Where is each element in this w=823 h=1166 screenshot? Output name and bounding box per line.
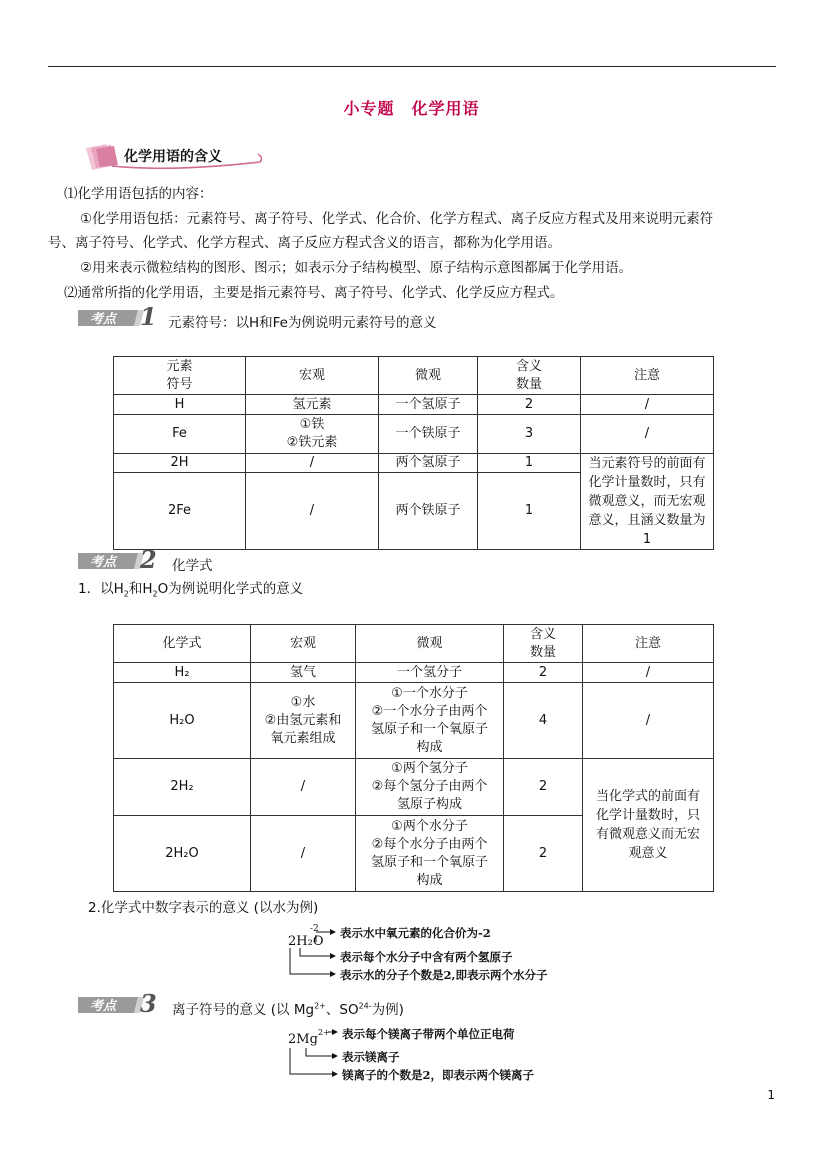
- water-line-1: 表示水中氧元素的化合价为-2: [340, 926, 491, 940]
- t1-cell: /: [581, 415, 714, 454]
- t1-header-note: 注意: [581, 357, 714, 395]
- t2-note-merged: 当化学式的前面有化学计量数时，只有微观意义而无宏观意义: [583, 759, 714, 892]
- intro-line-1: ⑴化学用语包括的内容：: [64, 186, 213, 202]
- intro-line-2: ①化学用语包括：元素符号、离子符号、化学式、化合价、化学方程式、离子反应方程式及用来说明元素符: [80, 211, 714, 227]
- kaodian-3-number: 3: [140, 989, 157, 1018]
- t2-cell: 氢气: [251, 663, 356, 683]
- t1-cell: 一个氢原子: [379, 395, 478, 415]
- sub1-h-sub: 2: [123, 589, 129, 599]
- kaodian-1-badge: [78, 302, 168, 331]
- intro-line-4: ②用来表示微粒结构的图形、图示；如表示分子结构模型、原子结构示意图都属于化学用语。: [80, 260, 633, 276]
- t2-cell: ①两个水分子 ②每个水分子由两个 氢原子和一个氧原子 构成: [356, 816, 504, 892]
- t2-cell: ①水 ②由氢元素和 氧元素组成: [251, 683, 356, 759]
- intro-line-3: 号、离子符号、化学式、化学方程式、离子反应方程式含义的语言，都称为化学用语。: [48, 235, 561, 251]
- t1-cell: 两个氢原子: [379, 454, 478, 473]
- t1-header-micro: 微观: [379, 357, 478, 395]
- t1-header-count: 含义 数量: [478, 357, 581, 395]
- kaodian-2-label: 考点: [90, 555, 117, 570]
- sub-heading-1: [78, 577, 303, 599]
- t2-cell: /: [583, 683, 714, 759]
- t1-cell: 2: [478, 395, 581, 415]
- t2-cell: 2H₂: [114, 759, 251, 816]
- ion-line-2: 表示镁离子: [342, 1050, 400, 1064]
- t2-cell: 2H₂O: [114, 816, 251, 892]
- k3-mid: 、SO: [325, 1002, 359, 1018]
- k3-so-charge: 24-: [358, 1001, 372, 1011]
- kaodian-2-title: 化学式: [172, 558, 213, 574]
- kaodian-2-badge: [78, 545, 168, 574]
- t2-cell: H₂O: [114, 683, 251, 759]
- sub-heading-2: 2.化学式中数字表示的意义 (以水为例): [88, 900, 319, 916]
- kaodian-2-number: 2: [140, 545, 157, 574]
- sub1-h2o-sub: 2: [152, 589, 158, 599]
- k3-prefix: 离子符号的意义 (以 Mg: [172, 1002, 315, 1018]
- kaodian-1-number: 1: [140, 302, 157, 331]
- water-formula: 2H₂O: [288, 934, 324, 949]
- t1-header-symbol: 元素 符号: [114, 357, 246, 395]
- t1-cell: 氢元素: [246, 395, 379, 415]
- ion-line-3: 镁离子的个数是2，即表示两个镁离子: [342, 1068, 534, 1082]
- sub1-suffix: 为例说明化学式的意义: [168, 581, 304, 597]
- t1-cell: 2Fe: [114, 473, 246, 550]
- t1-cell: 3: [478, 415, 581, 454]
- t2-cell: ①一个水分子 ②一个水分子由两个 氢原子和一个氧原子 构成: [356, 683, 504, 759]
- t2-header-formula: 化学式: [114, 625, 251, 663]
- t1-cell: 2H: [114, 454, 246, 473]
- ion-formula: 2Mg: [288, 1032, 318, 1047]
- t1-cell: ①铁 ②铁元素: [246, 415, 379, 454]
- t2-header-note: 注意: [583, 625, 714, 663]
- t2-cell: 2: [504, 816, 583, 892]
- sub1-h2o-h: H: [142, 581, 153, 597]
- water-line-2: 表示每个水分子中含有两个氢原子: [340, 950, 513, 964]
- t2-header-micro: 微观: [356, 625, 504, 663]
- sub1-h2o-o: O: [157, 581, 169, 597]
- t2-cell: /: [583, 663, 714, 683]
- ion-bracket-arrows: [286, 1026, 346, 1086]
- k3-suffix: 为例): [371, 1002, 404, 1018]
- sub1-mid: 和: [128, 581, 143, 597]
- page-number: 1: [767, 1088, 775, 1102]
- t2-cell: 一个氢分子: [356, 663, 504, 683]
- water-bracket-arrows: [286, 924, 346, 984]
- t2-cell: /: [251, 816, 356, 892]
- water-charge: -2: [310, 924, 319, 934]
- top-rule: [48, 66, 776, 67]
- t1-cell: /: [581, 395, 714, 415]
- t1-note-merged: 当元素符号的前面有化学计量数时，只有微观意义，而无宏观意义，且涵义数量为 1: [581, 454, 714, 550]
- t1-cell: 1: [478, 454, 581, 473]
- chemical-formula-table: [113, 624, 714, 892]
- t1-cell: 一个铁原子: [379, 415, 478, 454]
- t2-header-count: 含义 数量: [504, 625, 583, 663]
- element-symbol-table: [113, 356, 714, 550]
- ion-line-1: 表示每个镁离子带两个单位正电荷: [342, 1027, 515, 1041]
- t2-cell: 2: [504, 759, 583, 816]
- section-banner: [82, 144, 262, 170]
- section-heading: 化学用语的含义: [124, 149, 222, 165]
- kaodian-1-label: 考点: [90, 312, 117, 327]
- kaodian-3-badge: [78, 989, 168, 1018]
- kaodian-1-title: 元素符号：以H和Fe为例说明元素符号的意义: [168, 315, 437, 331]
- ion-charge: 2+: [318, 1028, 330, 1037]
- t1-cell: 两个铁原子: [379, 473, 478, 550]
- ion-number-diagram: [286, 1026, 586, 1086]
- t2-header-macro: 宏观: [251, 625, 356, 663]
- k3-mg-charge: 2+: [314, 1001, 326, 1011]
- t2-cell: ①两个氢分子 ②每个氢分子由两个 氢原子构成: [356, 759, 504, 816]
- intro-line-5: ⑵通常所指的化学用语，主要是指元素符号、离子符号、化学式、化学反应方程式。: [64, 285, 564, 301]
- t2-cell: 2: [504, 663, 583, 683]
- sub1-prefix: 1．以: [78, 581, 114, 597]
- t1-cell: /: [246, 454, 379, 473]
- water-number-diagram: [286, 924, 586, 984]
- t2-cell: /: [251, 759, 356, 816]
- t1-cell: 1: [478, 473, 581, 550]
- t1-cell: /: [246, 473, 379, 550]
- t2-cell: H₂: [114, 663, 251, 683]
- t1-cell: H: [114, 395, 246, 415]
- page-title: 小专题 化学用语: [343, 99, 480, 118]
- t2-cell: 4: [504, 683, 583, 759]
- kaodian-3-title: [172, 998, 404, 1018]
- sub1-h: H: [113, 581, 124, 597]
- kaodian-3-label: 考点: [90, 999, 117, 1014]
- water-line-3: 表示水的分子个数是2,即表示两个水分子: [340, 968, 548, 982]
- t1-cell: Fe: [114, 415, 246, 454]
- t1-header-macro: 宏观: [246, 357, 379, 395]
